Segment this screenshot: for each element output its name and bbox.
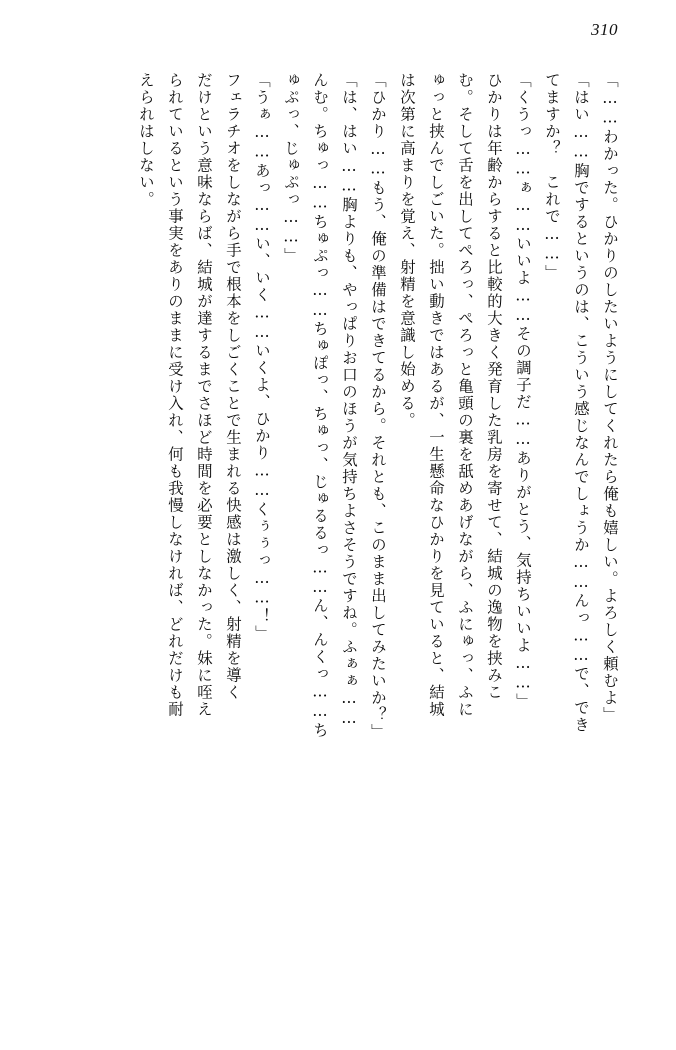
text-line: だけという意味ならば、結城が達するまでさほど時間を必要としなかった。妹に咥え	[195, 72, 213, 718]
page-body-text	[52, 72, 624, 992]
text-line: んむ。ちゅっ……ちゅぷっ……ちゅぽっ、ちゅっ、じゅるるっ……ん、んくっ……ち	[311, 72, 329, 739]
text-line: てますか？ これで……」	[543, 72, 561, 282]
text-line: 「ひかり……もう、俺の準備はできてるから。それとも、このまま出してみたいか？」	[369, 72, 387, 741]
text-line: 「はい……胸でするというのは、こういう感じなんでしょうか……んっ……で、でき	[572, 72, 590, 734]
text-line: ゅっと挟んでしごいた。拙い動きではあるが、一生懸命なひかりを見ていると、結城	[427, 72, 445, 718]
text-line: られているという事実をありのままに受け入れ、何も我慢しなければ、どれだけも耐	[166, 72, 184, 718]
text-line: ひかりは年齢からすると比較的大きく発育した乳房を寄せて、結城の逸物を挟みこ	[485, 72, 503, 701]
text-line: えられはしない。	[137, 72, 155, 208]
text-line: 「……わかった。ひかりのしたいようにしてくれたら俺も嬉しい。よろしく頼むよ」	[601, 72, 619, 724]
page-number: 310	[591, 20, 618, 39]
text-line: は次第に高まりを覚え、射精を意識し始める。	[398, 72, 416, 429]
text-line: ゅぷっ、じゅぷっ……」	[282, 72, 300, 265]
text-line: 「くうっ……ぁ……いいよ……その調子だ……ありがとう、気持ちいいよ……」	[514, 72, 532, 710]
text-line: 「うぁ……あっ……い、いく……いくよ、ひかり……くぅぅっ……！」	[253, 72, 271, 642]
text-line: フェラチオをしながら手で根本をしごくことで生まれる快感は激しく、射精を導く	[224, 72, 242, 701]
text-line: む。そして舌を出してぺろっ、ぺろっと亀頭の裏を舐めあげながら、ふにゅっ、ふに	[456, 72, 474, 718]
text-line: 「は、はい……胸よりも、やっぱりお口のほうが気持ちよさそうですね。ふぁぁ……	[340, 72, 358, 729]
